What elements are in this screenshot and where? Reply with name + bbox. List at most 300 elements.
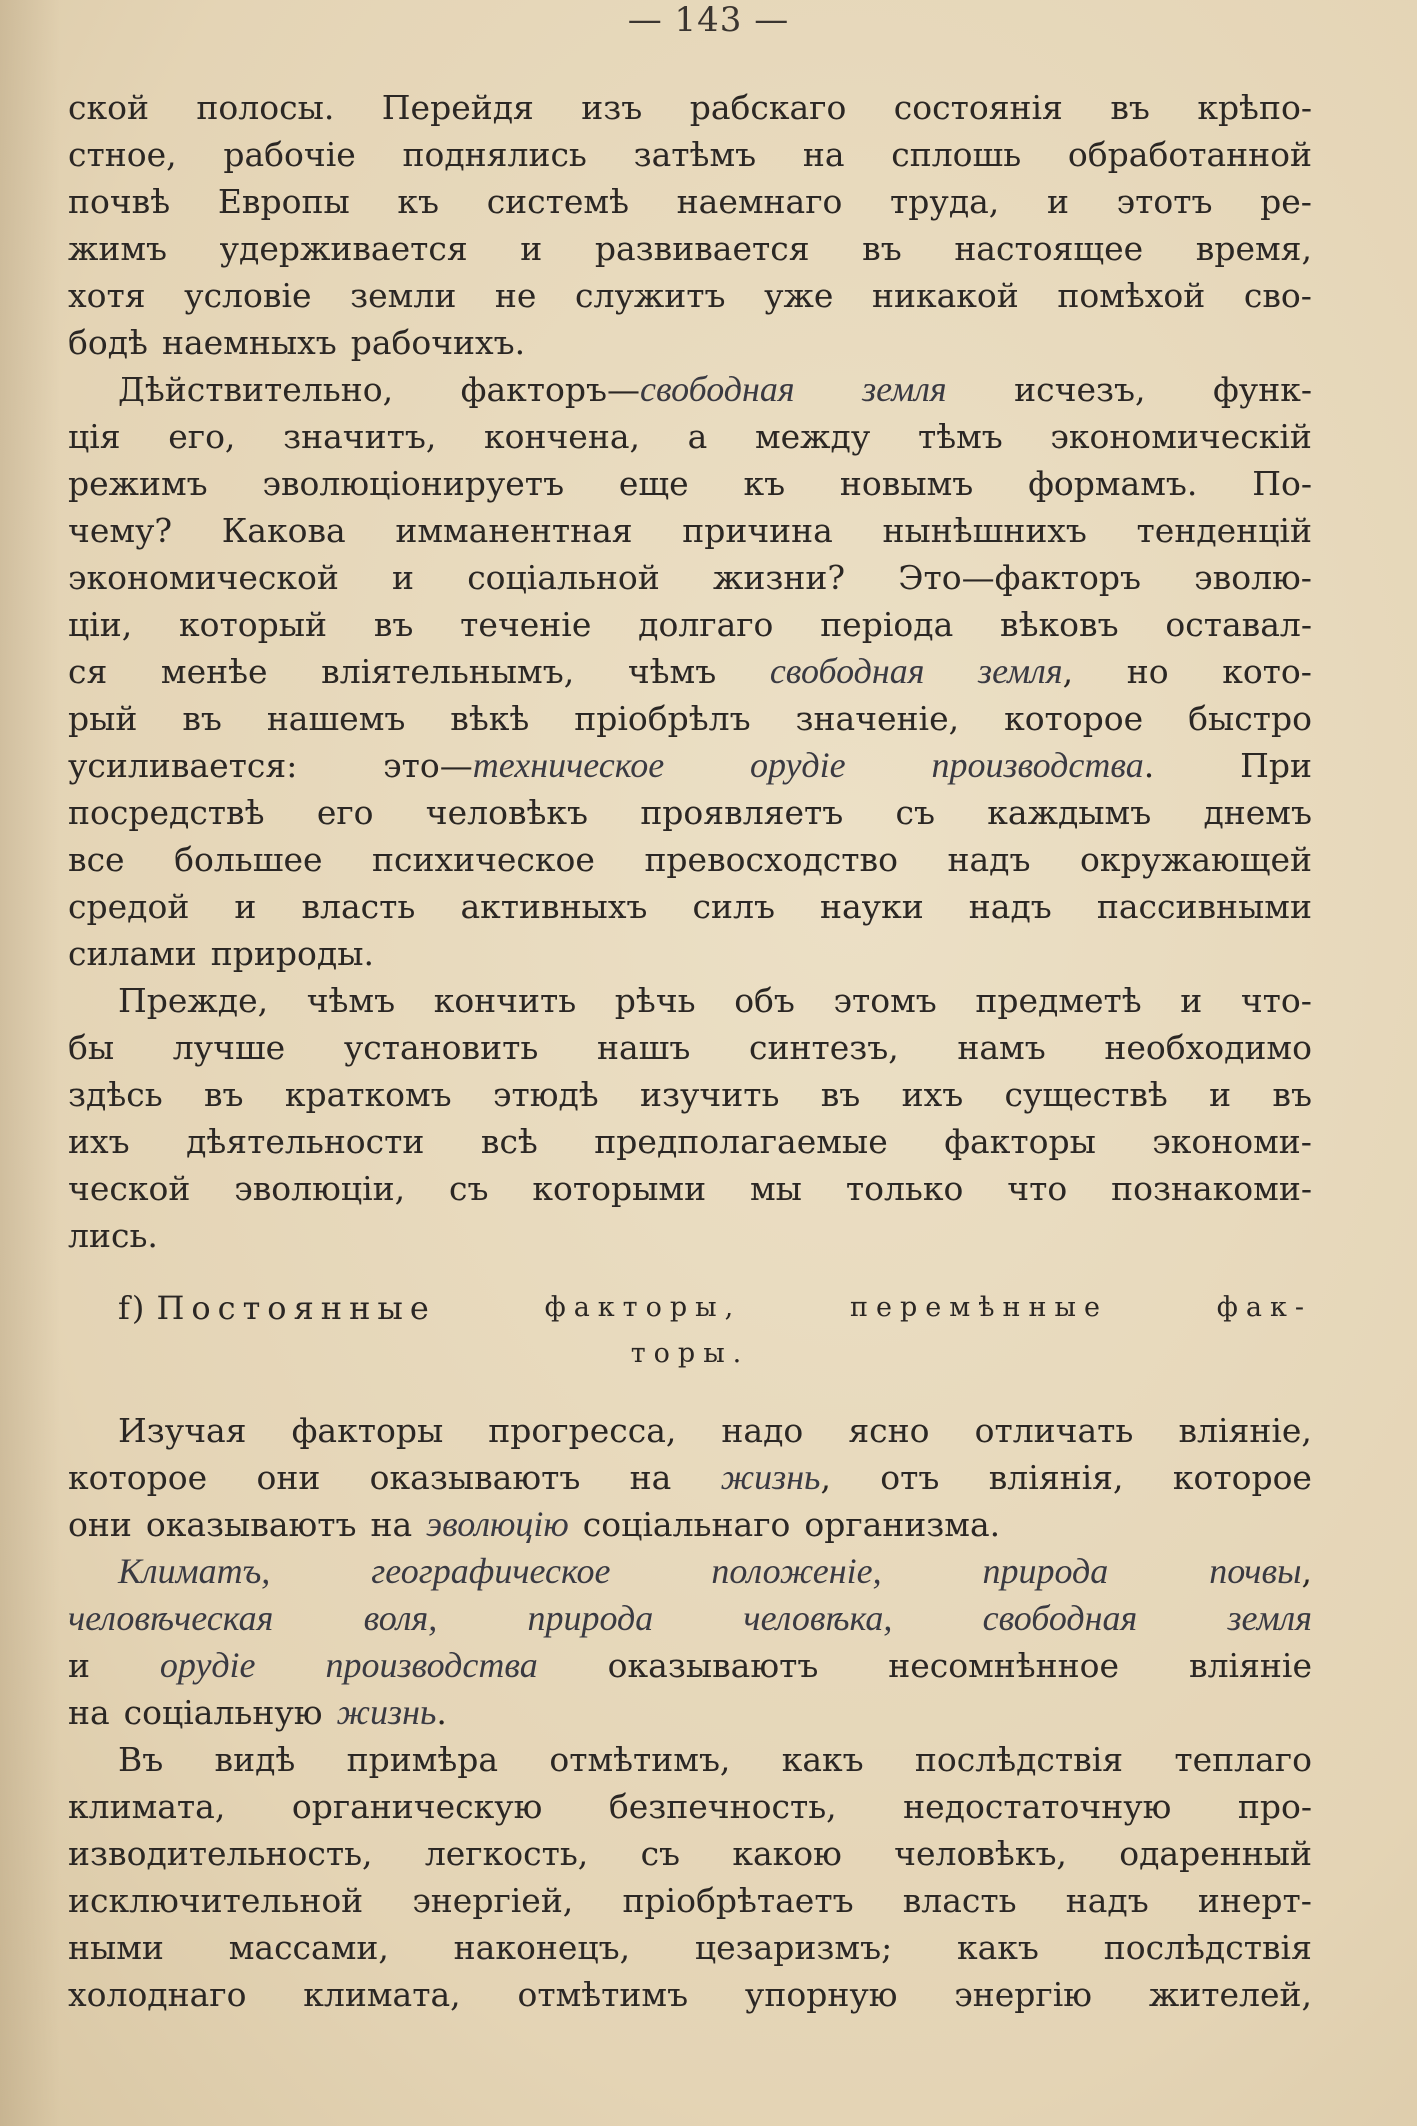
word: нынѣшнихъ [882,511,1087,550]
word: бы [68,1028,115,1067]
word: рѣчь [614,981,696,1020]
word: на [370,1505,413,1544]
text-line [68,1165,1312,1212]
word: климата, [303,1975,461,2014]
text-line [68,413,1312,460]
word: земля [1227,1598,1312,1638]
word: человѣкъ, [894,1834,1067,1873]
text-line [68,1548,1312,1595]
word: цезаризмъ; [694,1928,893,1967]
word: рабочіе [223,135,356,174]
word: положеніе, [711,1551,882,1591]
word: лись. [68,1216,158,1255]
word: что- [1240,981,1312,1020]
page-text-body [68,84,1312,2018]
word: который [179,605,328,644]
text-line [68,1212,1312,1259]
word: затѣмъ [633,135,757,174]
word: этотъ [1116,182,1213,221]
word: факторъ—свободная [460,369,795,409]
section-heading-part [118,1285,436,1331]
word: наемнаго [676,182,843,221]
word: производства. [931,745,1155,785]
word: въ [373,605,414,644]
text-line [68,1783,1312,1830]
word: холоднаго [68,1975,247,2014]
word: отличать [974,1411,1134,1450]
section-heading-word: Постоянные [156,1289,436,1327]
page-number: — 143 — [627,0,790,40]
word: психическое [372,840,595,879]
word: а [687,417,708,456]
word: почвѣ [68,182,171,221]
word: причина [682,511,833,550]
word: крѣпо- [1197,88,1312,127]
text-line [68,84,1312,131]
word: каждымъ [987,793,1152,832]
text-line [68,1924,1312,1971]
word: власть [301,887,416,926]
word: производства [325,1645,538,1685]
text-line [68,1501,1312,1548]
text-line [68,1736,1312,1783]
text-line [68,930,1312,977]
word: Изучая [118,1411,247,1450]
word: поднялись [402,135,587,174]
word: тенденцій [1136,511,1312,550]
word: установить [343,1028,539,1067]
text-line [68,131,1312,178]
text-line [68,1071,1312,1118]
word: ными [68,1928,164,1967]
word: съ [449,1169,489,1208]
word: факторы [944,1122,1096,1161]
word: и [1209,1075,1232,1114]
word: помѣхой [1057,276,1206,315]
word: необходимо [1104,1028,1312,1067]
word: не [494,276,537,315]
word: массами, [228,1928,389,1967]
word: и [1046,182,1069,221]
word: изъ [581,88,643,127]
word: которое [1172,1458,1312,1497]
word: вліятельнымъ, [321,652,575,691]
word: одаренный [1119,1834,1312,1873]
word: проявляетъ [640,793,844,832]
word: его, [168,417,236,456]
word: здѣсь [68,1075,163,1114]
word: Прежде, [118,981,269,1020]
word: нашемъ [266,699,406,738]
word: и [234,887,257,926]
word: свободная [982,1598,1138,1638]
word: соціальную [123,1693,323,1732]
word: ихъ [901,1075,964,1114]
text-line [68,601,1312,648]
word: дѣятельности [186,1122,425,1161]
word: еще [618,464,689,503]
word: науки [820,887,924,926]
word: познакоми- [1111,1169,1312,1208]
word: которыми [532,1169,707,1208]
word: человѣка, [743,1598,893,1638]
word: человѣкъ [425,793,589,832]
text-line [68,1595,1312,1642]
paragraph [68,366,1312,977]
word: экономи- [1152,1122,1312,1161]
word: этюдѣ [492,1075,599,1114]
text-line [68,1642,1312,1689]
word: инерт- [1197,1881,1312,1920]
word: которое [68,1458,208,1497]
word: кончена, [483,417,640,456]
word: несомнѣнное [888,1646,1120,1685]
word: къ [397,182,440,221]
word: ре- [1260,182,1312,221]
word: безпечность, [608,1787,837,1826]
word: упорную [744,1975,898,2014]
word: теплаго [1174,1740,1312,1779]
word: усиливается: [68,746,298,785]
word: ясно [848,1411,930,1450]
word: только [845,1169,964,1208]
word: земля [862,369,947,409]
word: пассивными [1096,887,1312,926]
text-line [68,1024,1312,1071]
word: рабскаго [689,88,847,127]
word: и [392,558,415,597]
word: эволю- [1194,558,1312,597]
section-heading-word: перемѣнные [850,1292,1108,1323]
word: природа [527,1598,654,1638]
section-heading-word: фак- [1216,1292,1312,1323]
word: жизни? [712,558,846,597]
word: но [1126,652,1169,691]
word: надъ [1065,1881,1149,1920]
word: въ [182,699,222,738]
text-line [68,225,1312,272]
word: жизнь. [336,1692,447,1732]
word: Какова [221,511,346,550]
word: Европы [217,182,350,221]
word: бодѣ [68,323,148,362]
word: легкость, [424,1834,589,1873]
word: менѣе [160,652,268,691]
word: на [802,135,845,174]
word: экономическій [1050,417,1312,456]
word: ція [68,417,121,456]
word: оказываютъ [369,1458,581,1497]
word: существѣ [1004,1075,1168,1114]
word: чѣмъ [627,652,717,691]
word: долгаго [638,605,774,644]
word: синтезъ, [748,1028,899,1067]
word: рый [68,699,138,738]
word: организма. [804,1505,1001,1544]
word: надо [721,1411,804,1450]
word: наемныхъ [161,323,337,362]
word: новымъ [839,464,974,503]
word: большее [174,840,323,879]
word: Это—факторъ [898,558,1141,597]
word: климата, [68,1787,226,1826]
word: экономической [68,558,339,597]
word: какою [732,1834,842,1873]
word: прогресса, [488,1411,677,1450]
word: соціальнаго [582,1505,791,1544]
text-line [68,1454,1312,1501]
word: намъ [957,1028,1046,1067]
word: надъ [947,840,1031,879]
text-line [68,366,1312,413]
word: исчезъ, [1014,370,1146,409]
word: земля, [978,651,1074,691]
word: которое [1004,699,1144,738]
word: вѣковъ [1000,605,1119,644]
word: вліяніе [1189,1646,1312,1685]
paragraph [68,1548,1312,1736]
word: соціальной [467,558,660,597]
word: функ- [1212,370,1312,409]
word: эволюцію [426,1504,569,1544]
word: энергію [954,1975,1093,2014]
text-line [68,1407,1312,1454]
word: какъ [781,1740,864,1779]
word: превосходство [644,840,898,879]
word: сплошь [891,135,1022,174]
section-heading-word: факторы, [544,1292,742,1323]
word: чему? [68,511,173,550]
word: человѣческая [68,1598,274,1638]
word: эволюціи, [234,1169,406,1208]
word: недостаточную [903,1787,1172,1826]
word: оставал- [1165,605,1312,644]
section-heading-line [68,1285,1312,1331]
word: они [68,1505,132,1544]
word: изучить [639,1075,780,1114]
word: свободная [769,651,925,691]
word: отмѣтимъ [517,1975,689,2014]
word: жимъ [68,229,168,268]
word: системѣ [486,182,629,221]
word: краткомъ [284,1075,452,1114]
word: ціи, [68,605,133,644]
word: Дѣйствительно, [118,370,394,409]
word: въ [820,1075,861,1114]
word: географическое [371,1551,611,1591]
word: удерживается [219,229,468,268]
word: этомъ [833,981,937,1020]
word: объ [734,981,795,1020]
word: все [68,840,125,879]
text-line [68,695,1312,742]
word: изводительность, [68,1834,373,1873]
text-line [68,1689,1312,1736]
word: про- [1237,1787,1312,1826]
word: пріобрѣтаетъ [622,1881,854,1920]
word: состоянія [893,88,1063,127]
word: средой [68,887,190,926]
word: послѣдствія [1103,1928,1312,1967]
word: отмѣтимъ, [549,1740,731,1779]
word: видѣ [214,1740,296,1779]
word: предполагаемые [594,1122,888,1161]
word: орудіе [750,745,846,785]
word: значеніе, [795,699,960,738]
word: значитъ, [283,417,437,456]
word: рабочихъ. [350,323,526,362]
word: въ [203,1075,244,1114]
word: и [1180,981,1203,1020]
section-label: f) [118,1289,147,1327]
word: никакой [872,276,1019,315]
text-line [68,883,1312,930]
text-line [68,742,1312,789]
word: періода [820,605,954,644]
word: Въ [118,1740,164,1779]
word: исключительной [68,1881,364,1920]
word: жителей, [1148,1975,1312,2014]
word: теченіе [460,605,592,644]
word: лучше [172,1028,286,1067]
text-line [68,319,1312,366]
word: съ [895,793,936,832]
word: нашъ [596,1028,691,1067]
word: къ [743,464,786,503]
word: силами [68,934,197,973]
word: на [68,1693,110,1732]
word: труда, [890,182,1000,221]
word: днемъ [1203,793,1312,832]
text-line [68,789,1312,836]
text-line [68,460,1312,507]
word: служитъ [575,276,726,315]
word: въ [1272,1075,1312,1114]
paragraph [68,1407,1312,1548]
word: органическую [291,1787,543,1826]
word: развивается [594,229,810,268]
word: энергіей, [412,1881,574,1920]
word: орудіе [159,1645,256,1685]
word: и [520,229,543,268]
word: ся [68,652,108,691]
word: отъ [880,1458,940,1497]
word: окружающей [1079,840,1312,879]
word: въ [1110,88,1150,127]
word: режимъ [68,464,208,503]
paragraph [68,84,1312,366]
section-heading-continuation: торы. [630,1338,750,1369]
word: послѣдствія [914,1740,1124,1779]
text-line [68,554,1312,601]
word: активныхъ [460,887,648,926]
text-line [68,836,1312,883]
paragraph [68,1736,1312,2018]
word: полосы. [196,88,335,127]
word: оказываютъ [145,1505,357,1544]
word: надъ [968,887,1052,926]
word: вліяніе, [1178,1411,1312,1450]
text-line [68,1830,1312,1877]
word: ихъ [68,1122,130,1161]
word: въ [862,229,902,268]
text-line [68,648,1312,695]
text-line [68,507,1312,554]
word: они [256,1458,321,1497]
word: посредствѣ [68,793,265,832]
text-line [68,272,1312,319]
word: Климатъ, [118,1551,271,1591]
word: его [316,793,374,832]
word: силъ [692,887,775,926]
word: мы [750,1169,802,1208]
word: всѣ [480,1122,538,1161]
word: предметѣ [975,981,1142,1020]
word: время, [1195,229,1312,268]
word: почвы, [1209,1551,1312,1591]
word: имманентная [395,511,633,550]
word: обработанной [1067,135,1312,174]
text-line [68,1118,1312,1165]
word: эволюціонируетъ [262,464,565,503]
word: уже [764,276,834,315]
word: тѣмъ [917,417,1003,456]
word: ской [68,88,149,127]
word: между [754,417,871,456]
text-line [68,1877,1312,1924]
word: это—техническое [383,745,665,785]
word: власть [902,1881,1017,1920]
section-heading [68,1285,1312,1377]
paragraph [68,977,1312,1259]
word: кончить [433,981,577,1020]
text-line [68,178,1312,225]
word: пріобрѣлъ [574,699,751,738]
word: наконецъ, [453,1928,631,1967]
word: ческой [68,1169,191,1208]
word: кото- [1222,652,1312,691]
word: земли [350,276,457,315]
word: вліянія, [988,1458,1124,1497]
word: природа [982,1551,1109,1591]
word: сво- [1243,276,1312,315]
word: факторы [291,1411,444,1450]
word: природы. [210,934,374,973]
word: хотя [68,276,146,315]
text-line [68,1971,1312,2018]
word: какъ [957,1928,1039,1967]
word: условіе [184,276,312,315]
word: чѣмъ [306,981,396,1020]
word: формамъ. [1028,464,1198,503]
word: оказываютъ [607,1646,819,1685]
word: вѣкѣ [450,699,530,738]
word: жизнь, [720,1457,831,1497]
word: Перейдя [381,88,534,127]
word: на [629,1458,672,1497]
word: съ [640,1834,681,1873]
word: настоящее [954,229,1144,268]
word: воля, [363,1598,438,1638]
word: По- [1252,464,1312,503]
word: При [1240,746,1312,785]
word: стное, [68,135,177,174]
word: быстро [1188,699,1312,738]
word: что [1007,1169,1068,1208]
text-line [68,977,1312,1024]
word: и [68,1646,90,1685]
word: примѣра [346,1740,499,1779]
